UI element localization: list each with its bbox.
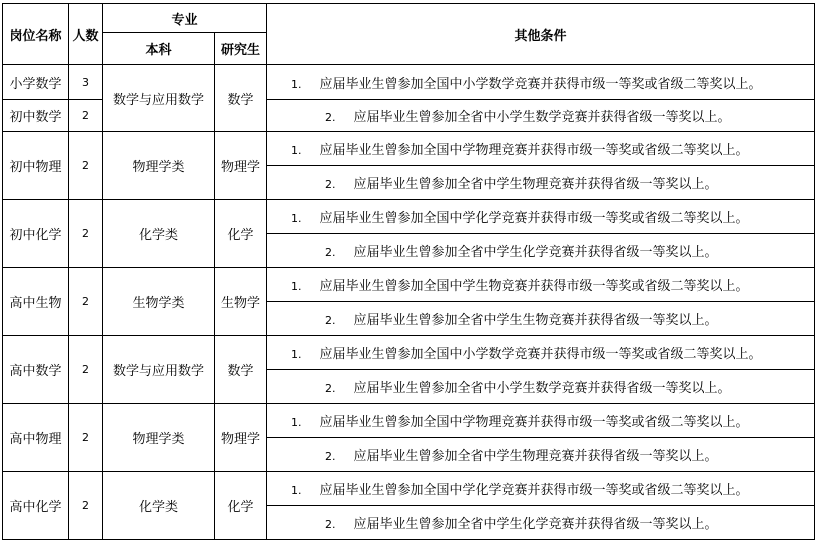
condition-cell [267,302,815,336]
condition-cell [267,370,815,404]
condition-cell [267,438,815,472]
condition-text: 应届毕业生曾参加全省中小学生数学竞赛并获得省级一等奖以上。 [353,110,731,125]
condition-number: 1. [291,416,302,429]
condition-number: 2. [325,450,336,463]
condition-cell [267,234,815,268]
grad-cell: 化学 [215,200,267,268]
table-row [3,132,815,166]
condition-text: 应届毕业生曾参加全国中学生物竞赛并获得市级一等奖或省级二等奖以上。 [319,279,749,294]
condition-text: 应届毕业生曾参加全省中学生物理竞赛并获得省级一等奖以上。 [353,177,718,192]
condition-text: 应届毕业生曾参加全国中学化学竞赛并获得市级一等奖或省级二等奖以上。 [319,211,749,226]
grad-cell: 物理学 [215,404,267,472]
condition-number: 1. [291,77,302,91]
count-cell: 2 [69,100,103,132]
grad-cell: 生物学 [215,268,267,336]
grad-cell: 数学 [215,336,267,404]
position-cell: 高中物理 [3,404,69,472]
count-cell: 2 [69,132,103,200]
undergrad-cell: 物理学类 [103,132,215,200]
condition-text: 应届毕业生曾参加全国中小学数学竞赛并获得市级一等奖或省级二等奖以上。 [319,347,762,362]
condition-text: 应届毕业生曾参加全国中学物理竞赛并获得市级一等奖或省级二等奖以上。 [319,143,749,158]
position-cell: 初中数学 [3,100,69,132]
condition-cell [267,132,815,166]
condition-number: 1. [291,280,302,293]
condition-number: 2. [325,314,336,327]
condition-cell [267,65,815,100]
count-cell: 3 [69,65,103,100]
grad-cell: 化学 [215,472,267,540]
table-row [3,472,815,506]
position-cell: 高中生物 [3,268,69,336]
condition-cell [267,166,815,200]
position-cell: 初中化学 [3,200,69,268]
condition-cell [267,506,815,540]
condition-number: 1. [291,348,302,361]
undergrad-cell: 化学类 [103,200,215,268]
table-row [3,268,815,302]
condition-number: 2. [325,382,336,395]
header-position: 岗位名称 [3,4,69,65]
grad-cell: 数学 [215,65,267,132]
undergrad-cell: 数学与应用数学 [103,336,215,404]
count-cell: 2 [69,472,103,540]
condition-cell [267,472,815,506]
header-row [3,4,815,33]
undergrad-cell: 物理学类 [103,404,215,472]
undergrad-cell: 化学类 [103,472,215,540]
condition-text: 应届毕业生曾参加全国中学化学竞赛并获得市级一等奖或省级二等奖以上。 [319,483,749,498]
condition-number: 1. [291,484,302,497]
condition-number: 2. [325,178,336,191]
condition-cell [267,200,815,234]
count-cell: 2 [69,336,103,404]
condition-number: 1. [291,212,302,225]
condition-cell [267,268,815,302]
condition-text: 应届毕业生曾参加全省中学生生物竞赛并获得省级一等奖以上。 [353,313,718,328]
header-count: 人数 [69,4,103,65]
condition-text: 应届毕业生曾参加全省中学生物理竞赛并获得省级一等奖以上。 [353,449,718,464]
condition-number: 1. [291,144,302,157]
condition-text: 应届毕业生曾参加全省中小学生数学竞赛并获得省级一等奖以上。 [353,381,731,396]
header-undergrad: 本科 [103,33,215,65]
condition-text: 应届毕业生曾参加全国中小学数学竞赛并获得市级一等奖或省级二等奖以上。 [319,76,762,92]
table-row [3,200,815,234]
condition-number: 2. [325,246,336,259]
condition-text: 应届毕业生曾参加全省中学生化学竞赛并获得省级一等奖以上。 [353,517,718,532]
condition-cell [267,336,815,370]
table-row [3,336,815,370]
condition-number: 2. [325,518,336,531]
count-cell: 2 [69,268,103,336]
position-cell: 高中数学 [3,336,69,404]
header-grad: 研究生 [215,33,267,65]
count-cell: 2 [69,404,103,472]
position-cell: 小学数学 [3,65,69,100]
condition-number: 2. [325,111,336,124]
condition-text: 应届毕业生曾参加全省中学生化学竞赛并获得省级一等奖以上。 [353,245,718,260]
count-cell: 2 [69,200,103,268]
position-cell: 高中化学 [3,472,69,540]
header-major: 专业 [103,4,267,33]
recruitment-table [2,3,815,540]
undergrad-cell: 数学与应用数学 [103,65,215,132]
table-row [3,404,815,438]
header-conditions: 其他条件 [267,4,815,65]
condition-text: 应届毕业生曾参加全国中学物理竞赛并获得市级一等奖或省级二等奖以上。 [319,415,749,430]
condition-cell [267,404,815,438]
undergrad-cell: 生物学类 [103,268,215,336]
grad-cell: 物理学 [215,132,267,200]
table-row [3,65,815,100]
position-cell: 初中物理 [3,132,69,200]
condition-cell [267,100,815,132]
